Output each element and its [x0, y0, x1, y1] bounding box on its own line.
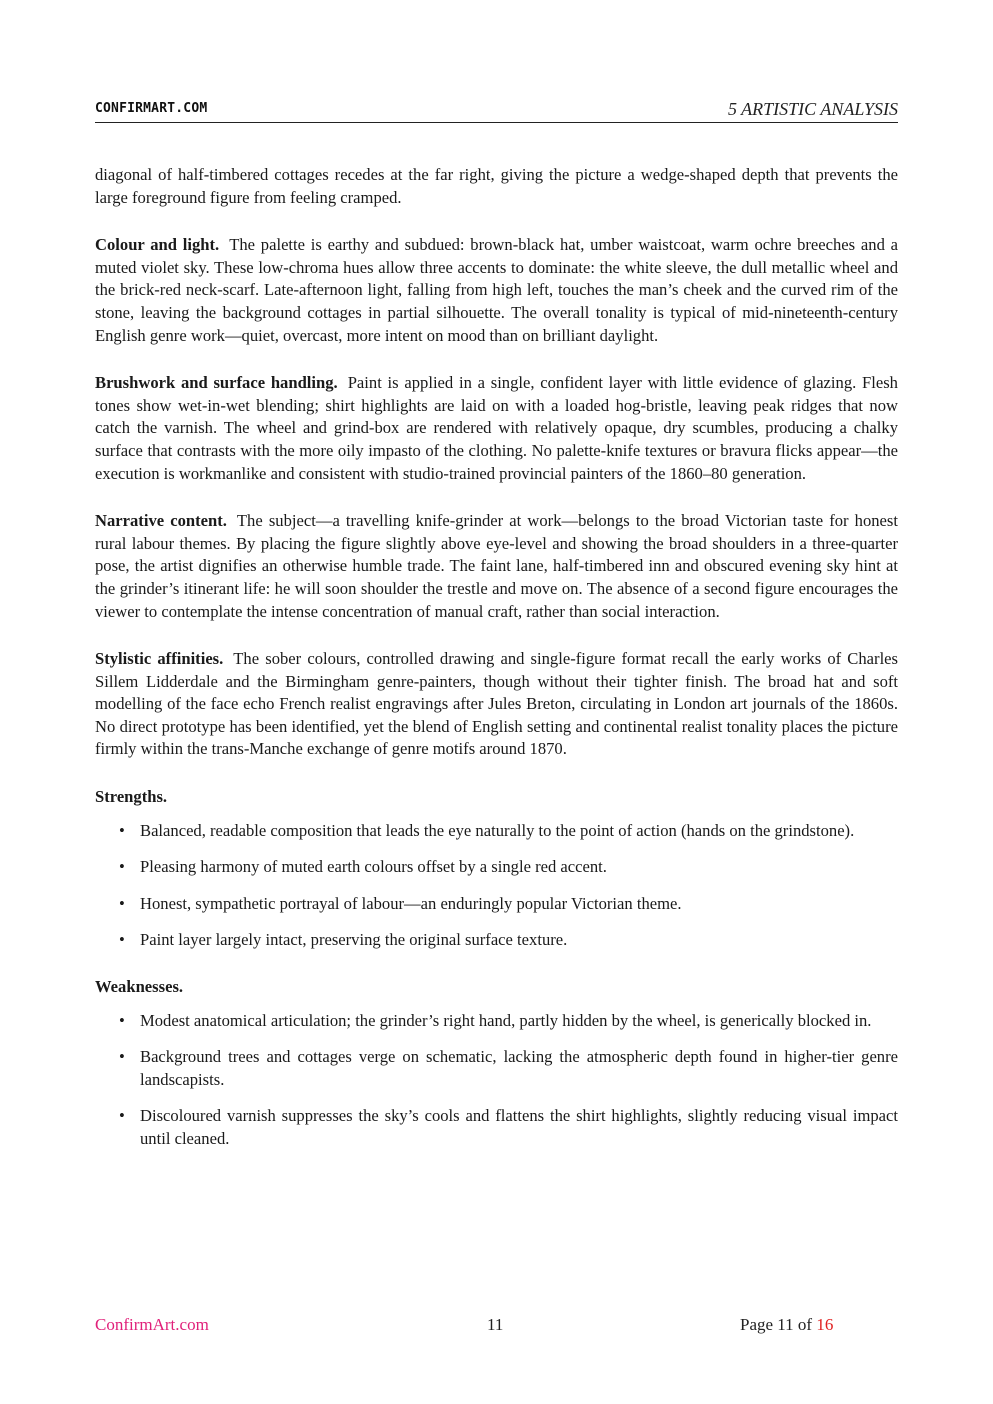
list-item	[95, 1105, 898, 1150]
paragraph-text: The sober colours, controlled drawing and single-figure format recall the early works of Charles Sillem Lidderdale and the Birmingham genre-painters, though without their tighter finish. The broad hat and soft modelling of the face echo French realist engravings after Jules Breton, circulating in London art journals of the 1860s. No direct prototype has been identified, yet the blend of English setting and continental realist tonality places the picture firmly within the trans-Manche exchange of genre motifs around 1870.	[95, 649, 898, 759]
strengths-heading: Strengths.	[95, 787, 168, 807]
paragraph-stylistic	[95, 648, 898, 761]
intro-continuation: diagonal of half-timbered cottages recedes at the far right, giving the picture a wedge-shaped depth that prevents the large foreground figure from feeling cramped.	[95, 165, 898, 207]
bullet-icon: •	[119, 893, 125, 913]
list-item-text: Balanced, readable composition that leads the eye naturally to the point of action (hands on the grindstone).	[140, 820, 855, 840]
footer-site-link[interactable]: ConfirmArt.com	[95, 1315, 209, 1334]
bullet-icon: •	[119, 1106, 125, 1126]
list-item	[95, 1046, 898, 1091]
weaknesses-list	[95, 1010, 898, 1151]
list-item-text: Modest anatomical articulation; the grinder’s right hand, partly hidden by the wheel, is generically blocked in.	[140, 1010, 872, 1030]
site-logo[interactable]: CONFIRMART.COM	[95, 101, 208, 116]
bullet-icon: •	[119, 820, 125, 840]
paragraph-brushwork	[95, 372, 898, 485]
list-item	[95, 820, 898, 843]
bullet-icon: •	[119, 930, 125, 950]
list-item-text: Pleasing harmony of muted earth colours offset by a single red accent.	[140, 857, 607, 877]
page-footer	[95, 1315, 898, 1339]
total-pages-link[interactable]: 16	[816, 1315, 834, 1334]
list-item-text: Honest, sympathetic portrayal of labour—an enduringly popular Victorian theme.	[140, 893, 682, 913]
footer-page-number: 11	[487, 1315, 504, 1334]
paragraph-title: Narrative content.	[95, 511, 227, 531]
paragraph-text: Paint is applied in a single, confident layer with little evidence of glazing. Flesh tones show wet-in-wet blending; shirt highlights are laid on with a loaded hog-bristle, leaving peak ridges that now catch the varnish. The wheel and grind-box are rendered with relatively opaque, dry scumbles, producing a chalky surface that contrasts with the more oily impasto of the clothing. No palette-knife textures or bravura flicks appear—the execution is workmanlike and consistent with studio-trained provincial painters of the 1860–80 generation.	[95, 373, 898, 483]
paragraph-text: The subject—a travelling knife-grinder at work—belongs to the broad Victorian taste for honest rural labour themes. By placing the figure slightly above eye-level and showing the broad shoulders in a three-quarter pose, the artist dignifies an otherwise humble trade. The faint lane, half-timbered inn and obscured evening sky hint at the grinder’s itinerant life: he will soon shoulder the trestle and move on. The absence of a second figure encourages the viewer to contemplate the intense concentration of manual craft, rather than social interaction.	[95, 511, 898, 621]
list-item	[95, 856, 898, 879]
paragraph-title: Colour and light.	[95, 235, 220, 255]
paragraph-colour-light	[95, 234, 898, 347]
list-item	[95, 893, 898, 916]
page-header	[95, 98, 898, 123]
list-item-text: Background trees and cottages verge on schematic, lacking the atmospheric depth found in higher-tier genre landscapists.	[140, 1047, 898, 1089]
paragraph-title: Stylistic affinities.	[95, 649, 224, 669]
document-body	[95, 164, 898, 1175]
list-item	[95, 929, 898, 952]
bullet-icon: •	[119, 857, 125, 877]
strengths-list	[95, 820, 898, 952]
paragraph-text: The palette is earthy and subdued: brown-black hat, umber waistcoat, warm ochre breeches and a muted violet sky. These low-chroma hues allow three accents to dominate: the white sleeve, the dull metallic wheel and the brick-red neck-scarf. Late-afternoon light, falling from high left, touches the man’s cheek and the curved rim of the stone, leaving the background cottages in partial silhouette. The overall tonality is typical of mid-nineteenth-century English genre work—quiet, overcast, more intent on mood than on brilliant daylight.	[95, 235, 899, 345]
footer-page-count	[740, 1315, 833, 1335]
paragraph-narrative	[95, 510, 898, 623]
paragraph-title: Brushwork and surface handling.	[95, 373, 338, 393]
section-title: 5 ARTISTIC ANALYSIS	[727, 99, 898, 119]
page-prefix: Page 11 of	[740, 1315, 817, 1334]
list-item-text: Paint layer largely intact, preserving the original surface texture.	[140, 930, 568, 950]
list-item-text: Discoloured varnish suppresses the sky’s cools and flattens the shirt highlights, slightly reducing visual impact until cleaned.	[140, 1106, 898, 1148]
bullet-icon: •	[119, 1047, 125, 1067]
list-item	[95, 1010, 898, 1033]
bullet-icon: •	[119, 1010, 125, 1030]
weaknesses-heading: Weaknesses.	[95, 977, 184, 997]
